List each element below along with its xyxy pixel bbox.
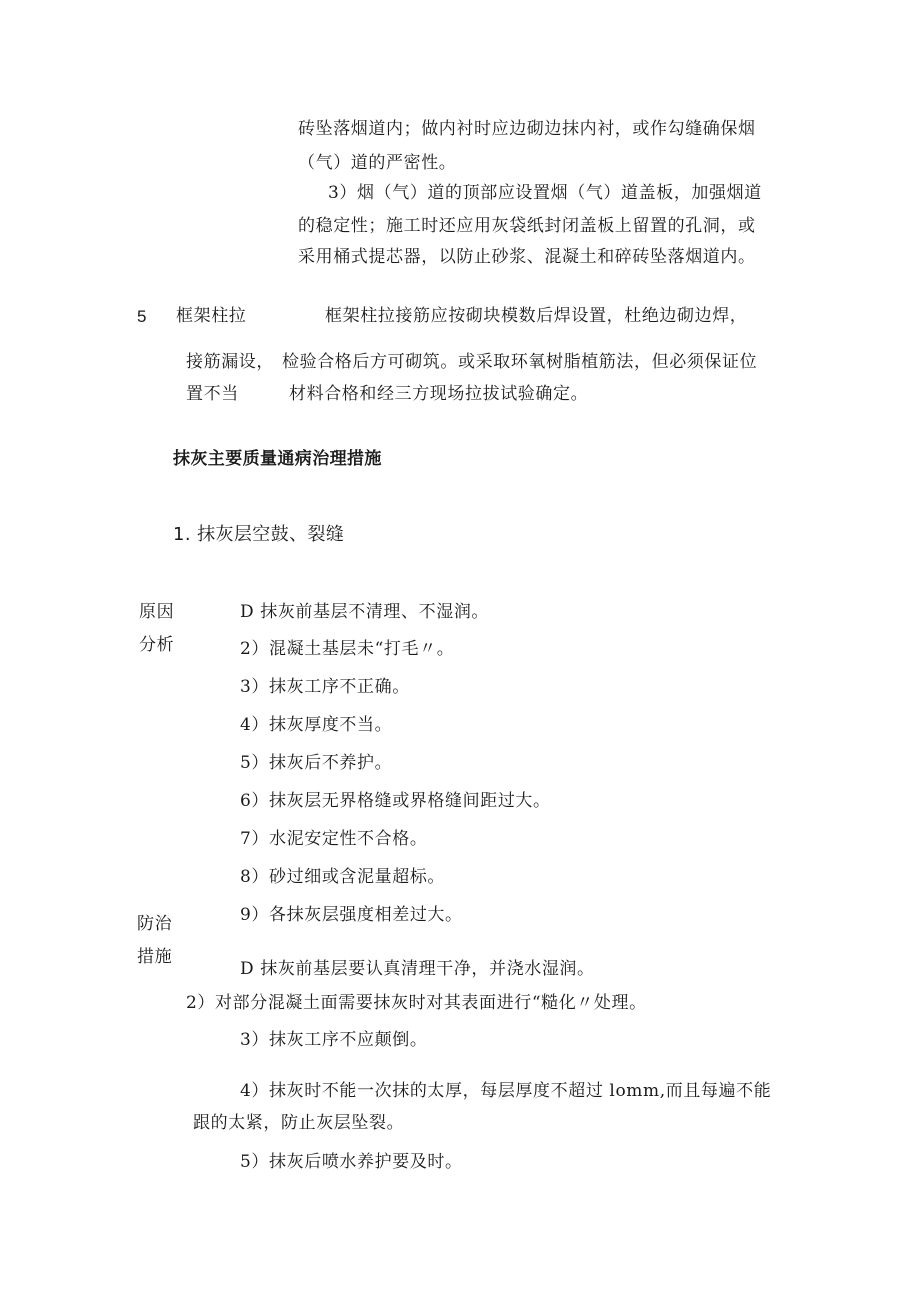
prevention-label-line-1: 防治 xyxy=(137,914,173,934)
item-text-line-1: 框架柱拉接筋应按砌块模数后焊设置，杜绝边砌边焊， xyxy=(325,306,748,326)
cause-item: 8）砂过细或含泥量超标。 xyxy=(240,867,446,887)
prevention-item-2: 2）对部分混凝土面需要抹灰时对其表面进行“糙化〃处理。 xyxy=(186,993,647,1013)
prevention-item-5: 5）抹灰后喷水养护要及时。 xyxy=(240,1152,463,1172)
section-title: 抹灰主要质量通病治理措施 xyxy=(173,449,382,469)
chimney-text-line-3: 3）烟（气）道的顶部应设置烟（气）道盖板，加强烟道 xyxy=(328,183,762,203)
prevention-item-3: 3）抹灰工序不应颠倒。 xyxy=(240,1030,428,1050)
chimney-text-line-4: 的稳定性；施工时还应用灰袋纸封闭盖板上留置的孔洞，或 xyxy=(298,216,756,236)
prevention-item-1: D 抹灰前基层要认真清理干净，并浇水湿润。 xyxy=(240,959,595,979)
cause-item: D 抹灰前基层不清理、不湿润。 xyxy=(240,602,490,622)
cause-item: 9）各抹灰层强度相差过大。 xyxy=(240,905,463,925)
chimney-text-line-2: （气）道的严密性。 xyxy=(298,153,457,173)
item-label-line-1: 框架柱拉 xyxy=(176,306,247,326)
chimney-text-line-5: 采用桶式提芯器，以防止砂浆、混凝土和碎砖坠落烟道内。 xyxy=(298,247,756,267)
subsection-title: 1. 抹灰层空鼓、裂缝 xyxy=(173,524,345,545)
prevention-item-4-line-1: 4）抹灰时不能一次抹的太厚，每层厚度不超过 lomm,而且每遍不能 xyxy=(240,1081,772,1101)
prevention-label-line-2: 措施 xyxy=(137,947,173,967)
cause-item: 2）混凝土基层未“打毛〃。 xyxy=(240,639,455,659)
cause-label-line-2: 分析 xyxy=(139,635,175,655)
cause-label-line-1: 原因 xyxy=(139,602,175,622)
item-label-line-2: 接筋漏设， xyxy=(186,352,274,372)
cause-item: 6）抹灰层无界格缝或界格缝间距过大。 xyxy=(240,791,551,811)
chimney-text-line-1: 砖坠落烟道内；做内衬时应边砌边抹内衬，或作勾缝确保烟 xyxy=(298,119,756,139)
prevention-item-4-line-2: 跟的太紧，防止灰层坠裂。 xyxy=(193,1113,405,1133)
cause-item: 3）抹灰工序不正确。 xyxy=(240,677,410,697)
cause-item: 4）抹灰厚度不当。 xyxy=(240,715,393,735)
item-label-line-3: 置不当 xyxy=(186,384,239,404)
item-text-line-2: 检验合格后方可砌筑。或采取环氧树脂植筋法，但必须保证位 xyxy=(282,352,758,372)
item-number: 5 xyxy=(137,307,148,326)
cause-item: 7）水泥安定性不合格。 xyxy=(240,829,428,849)
item-text-line-3: 材料合格和经三方现场拉拔试验确定。 xyxy=(289,384,589,404)
cause-item: 5）抹灰后不养护。 xyxy=(240,753,393,773)
